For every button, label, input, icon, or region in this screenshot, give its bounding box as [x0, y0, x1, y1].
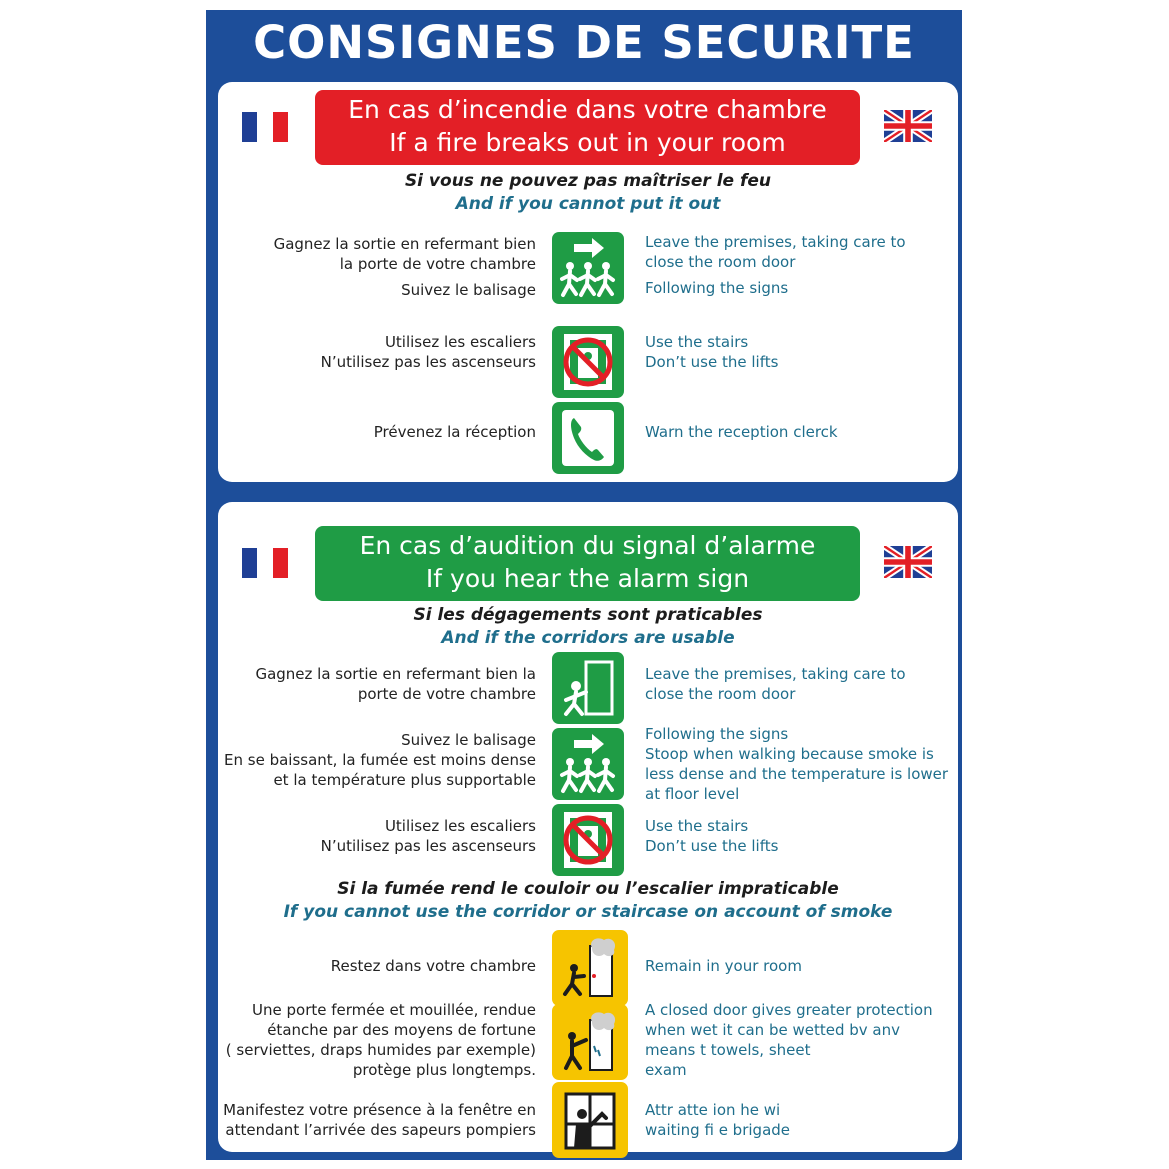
text-line: exam	[645, 1061, 687, 1079]
text-line: Following the signs	[645, 725, 789, 743]
alarm-subtitle	[218, 604, 958, 650]
exit-door-icon	[552, 652, 624, 724]
smoke-row-window-en	[645, 1100, 790, 1140]
fire-banner-fr: En cas d’incendie dans votre chambre	[348, 95, 827, 124]
text-line: Following the signs	[645, 279, 789, 297]
smoke-row-stay-fr	[331, 956, 536, 976]
text-line: A closed door gives greater protection	[645, 1001, 933, 1019]
text-line: Warn the reception clerck	[645, 423, 838, 441]
text-line: at floor level	[645, 785, 740, 803]
alarm-panel	[218, 502, 958, 1152]
fire-row-phone-fr	[374, 422, 536, 442]
fire-banner-en: If a fire breaks out in your room	[389, 128, 786, 157]
alarm-banner	[315, 526, 860, 601]
text-line: Use the stairs	[645, 817, 749, 835]
window-wave-icon	[552, 1082, 628, 1158]
alarm-subtitle-fr: Si les dégagements sont praticables	[413, 605, 763, 625]
alarm-row-exit-en	[645, 664, 906, 704]
text-line: Attr atte ion he wi	[645, 1101, 781, 1119]
french-flag-icon	[242, 548, 288, 578]
telephone-icon	[552, 402, 624, 474]
text-line: Remain in your room	[645, 957, 802, 975]
sign-title: CONSIGNES DE SECURITE	[253, 16, 915, 69]
french-flag-icon	[242, 112, 288, 142]
text-line: protège plus longtemps.	[352, 1061, 536, 1079]
smoke-subtitle-en: If you cannot use the corridor or staircase on account of smoke	[283, 902, 893, 922]
fire-banner	[315, 90, 860, 165]
smoke-subtitle	[218, 878, 958, 924]
uk-flag-icon	[884, 110, 932, 142]
text-line: Utilisez les escaliers	[384, 333, 536, 351]
fire-row-exit-en	[645, 232, 906, 298]
text-line: En se baissant, la fumée est moins dense	[224, 751, 536, 769]
text-line: close the room door	[645, 253, 796, 271]
text-line: waiting fi e brigade	[645, 1121, 791, 1139]
running-exit-icon	[552, 728, 624, 800]
text-line: Prévenez la réception	[373, 423, 536, 441]
safety-sign	[206, 10, 962, 1160]
fire-subtitle-en: And if you cannot put it out	[455, 194, 721, 214]
alarm-row-signs-en	[645, 724, 948, 804]
text-line: attendant l’arrivée des sapeurs pompiers	[225, 1121, 536, 1139]
smoke-row-window-fr	[223, 1100, 536, 1140]
text-line: N’utilisez pas les ascenseurs	[320, 837, 536, 855]
text-line: ( serviettes, draps humides par exemple)	[225, 1041, 536, 1059]
fire-row-lift-fr	[321, 332, 536, 372]
smoke-room-icon	[552, 930, 628, 1006]
text-line: Manifestez votre présence à la fenêtre en	[223, 1101, 536, 1119]
alarm-row-lift-fr	[321, 816, 536, 856]
fire-row-exit-fr	[274, 234, 536, 300]
text-line: Use the stairs	[645, 333, 749, 351]
alarm-subtitle-en: And if the corridors are usable	[441, 628, 735, 648]
text-line: close the room door	[645, 685, 796, 703]
smoke-subtitle-fr: Si la fumée rend le couloir ou l’escalier impraticable	[337, 879, 839, 899]
alarm-banner-en: If you hear the alarm sign	[425, 564, 750, 593]
fire-row-lift-en	[645, 332, 778, 372]
smoke-row-stay-en	[645, 956, 802, 976]
text-line: et la température plus supportable	[273, 771, 536, 789]
text-line: when wet it can be wetted bv anv	[645, 1021, 900, 1039]
wet-door-icon	[552, 1004, 628, 1080]
text-line: Gagnez la sortie en refermant bien la	[255, 665, 536, 683]
text-line: Don’t use the lifts	[645, 353, 779, 371]
running-exit-icon	[552, 232, 624, 304]
alarm-row-exit-fr	[255, 664, 536, 704]
alarm-row-signs-fr	[224, 730, 536, 790]
text-line: N’utilisez pas les ascenseurs	[320, 353, 536, 371]
alarm-banner-fr: En cas d’audition du signal d’alarme	[359, 531, 816, 560]
text-line: Don’t use the lifts	[645, 837, 779, 855]
smoke-row-wet-door-fr	[226, 1000, 536, 1080]
no-lift-icon	[552, 804, 624, 876]
fire-panel	[218, 82, 958, 482]
text-line: Gagnez la sortie en refermant bien	[273, 235, 536, 253]
text-line: Une porte fermée et mouillée, rendue	[252, 1001, 536, 1019]
text-line: porte de votre chambre	[357, 685, 536, 703]
text-line: less dense and the temperature is lower	[645, 765, 949, 783]
text-line: la porte de votre chambre	[339, 255, 536, 273]
text-line: étanche par des moyens de fortune	[267, 1021, 536, 1039]
no-lift-icon	[552, 326, 624, 398]
text-line: Restez dans votre chambre	[330, 957, 536, 975]
text-line: Suivez le balisage	[401, 281, 536, 299]
fire-row-phone-en	[645, 422, 838, 442]
text-line: Utilisez les escaliers	[384, 817, 536, 835]
fire-subtitle	[218, 170, 958, 216]
uk-flag-icon	[884, 546, 932, 578]
text-line: Stoop when walking because smoke is	[645, 745, 934, 763]
text-line: means t towels, sheet	[645, 1041, 811, 1059]
text-line: Leave the premises, taking care to	[645, 233, 906, 251]
fire-subtitle-fr: Si vous ne pouvez pas maîtriser le feu	[404, 171, 772, 191]
text-line: Suivez le balisage	[401, 731, 536, 749]
text-line: Leave the premises, taking care to	[645, 665, 906, 683]
alarm-row-lift-en	[645, 816, 778, 856]
smoke-row-wet-door-en	[645, 1000, 933, 1080]
